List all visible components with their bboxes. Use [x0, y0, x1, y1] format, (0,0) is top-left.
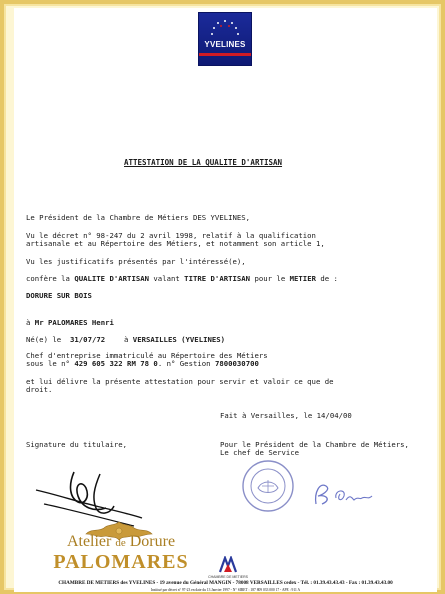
qualite-artisan: QUALITE D'ARTISAN — [74, 274, 150, 283]
titre-artisan: TITRE D'ARTISAN — [184, 274, 251, 283]
document-sheet — [14, 8, 437, 592]
metier-label: METIER — [289, 274, 316, 283]
person-prefix: à — [26, 318, 35, 327]
chef-text-a: sous le n° — [26, 359, 75, 368]
atelier-line-1 — [36, 533, 206, 552]
metier-value: DORURE SUR BOIS — [26, 291, 92, 300]
decree-line-1: Vu le décret n° 98-247 du 2 avril 1998, relatif à la qualification — [26, 231, 316, 240]
chef-text-b: . n° Gestion — [157, 359, 215, 368]
president-sign-line-2: Le chef de Service — [220, 448, 300, 457]
yvelines-logo — [198, 12, 252, 66]
atelier-name: PALOMARES — [53, 551, 189, 573]
atelier-logo — [36, 533, 206, 572]
birth-date: 31/07/72 — [70, 335, 106, 344]
footer-legal: Institué par décret n° 97-23 en date du 13 Janvier 1997 - N° SIRET : 187 809 033 000 17 - APE : 911 A — [150, 588, 301, 592]
atelier-de: de — [115, 537, 126, 549]
birth-label: Né(e) le — [26, 335, 62, 344]
rm-number: 429 605 322 RM 78 0 — [74, 359, 158, 368]
signature-label: Signature du titulaire, — [26, 440, 128, 449]
dots-ring-icon — [208, 18, 242, 38]
official-stamp-icon — [240, 458, 296, 514]
footer-address: CHAMBRE DE METIERS des YVELINES - 19 avenue du Général MANGIN - 78008 VERSAILLES cedex - Tél. : 01.39.43.43.43 - Fax : 01.39.43.43.00 — [58, 580, 393, 586]
deliver-line-2: droit. — [26, 385, 53, 394]
confere-text-2: valant — [149, 274, 185, 283]
person-line — [26, 318, 114, 327]
deliver-line-1: et lui délivre la présente attestation pour servir et valoir ce que de — [26, 377, 334, 386]
birth-place-prefix: à — [124, 335, 133, 344]
chambre-metiers-logo-label: CHAMBRE DE METIERS — [208, 575, 248, 579]
gestion-number: 7800030700 — [214, 359, 259, 368]
birth-place — [124, 335, 225, 344]
confere-line — [26, 274, 338, 283]
chambre-metiers-logo-icon — [218, 556, 238, 574]
confere-text-3: pour le — [250, 274, 290, 283]
president-sign-line-1: Pour le Président de la Chambre de Métiers, — [220, 440, 409, 449]
atelier-dorure: Dorure — [129, 533, 176, 550]
service-signature — [310, 478, 374, 510]
fait-line: Fait à Versailles, le 14/04/00 — [220, 411, 352, 420]
confere-text-4: de : — [315, 274, 338, 283]
chef-line-1: Chef d'entreprise immatriculé au Répertoire des Métiers — [26, 351, 268, 360]
atelier-word: Atelier — [66, 533, 112, 550]
birth-place-value: VERSAILLES (YVELINES) — [132, 335, 226, 344]
confere-text-1: confère la — [26, 274, 75, 283]
chef-line-2 — [26, 359, 259, 368]
person-name: Mr PALOMARES Henri — [34, 318, 114, 327]
page-title: ATTESTATION DE LA QUALITE D'ARTISAN — [124, 158, 283, 167]
logo-stripe — [199, 53, 251, 56]
justificatifs-line: Vu les justificatifs présentés par l'intéressé(e), — [26, 257, 246, 266]
yvelines-logo-text: YVELINES — [204, 40, 246, 49]
decree-line-2: artisanale et au Répertoire des Métiers, et notamment son article 1, — [26, 239, 325, 248]
president-line: Le Président de la Chambre de Métiers DES YVELINES, — [26, 213, 251, 222]
